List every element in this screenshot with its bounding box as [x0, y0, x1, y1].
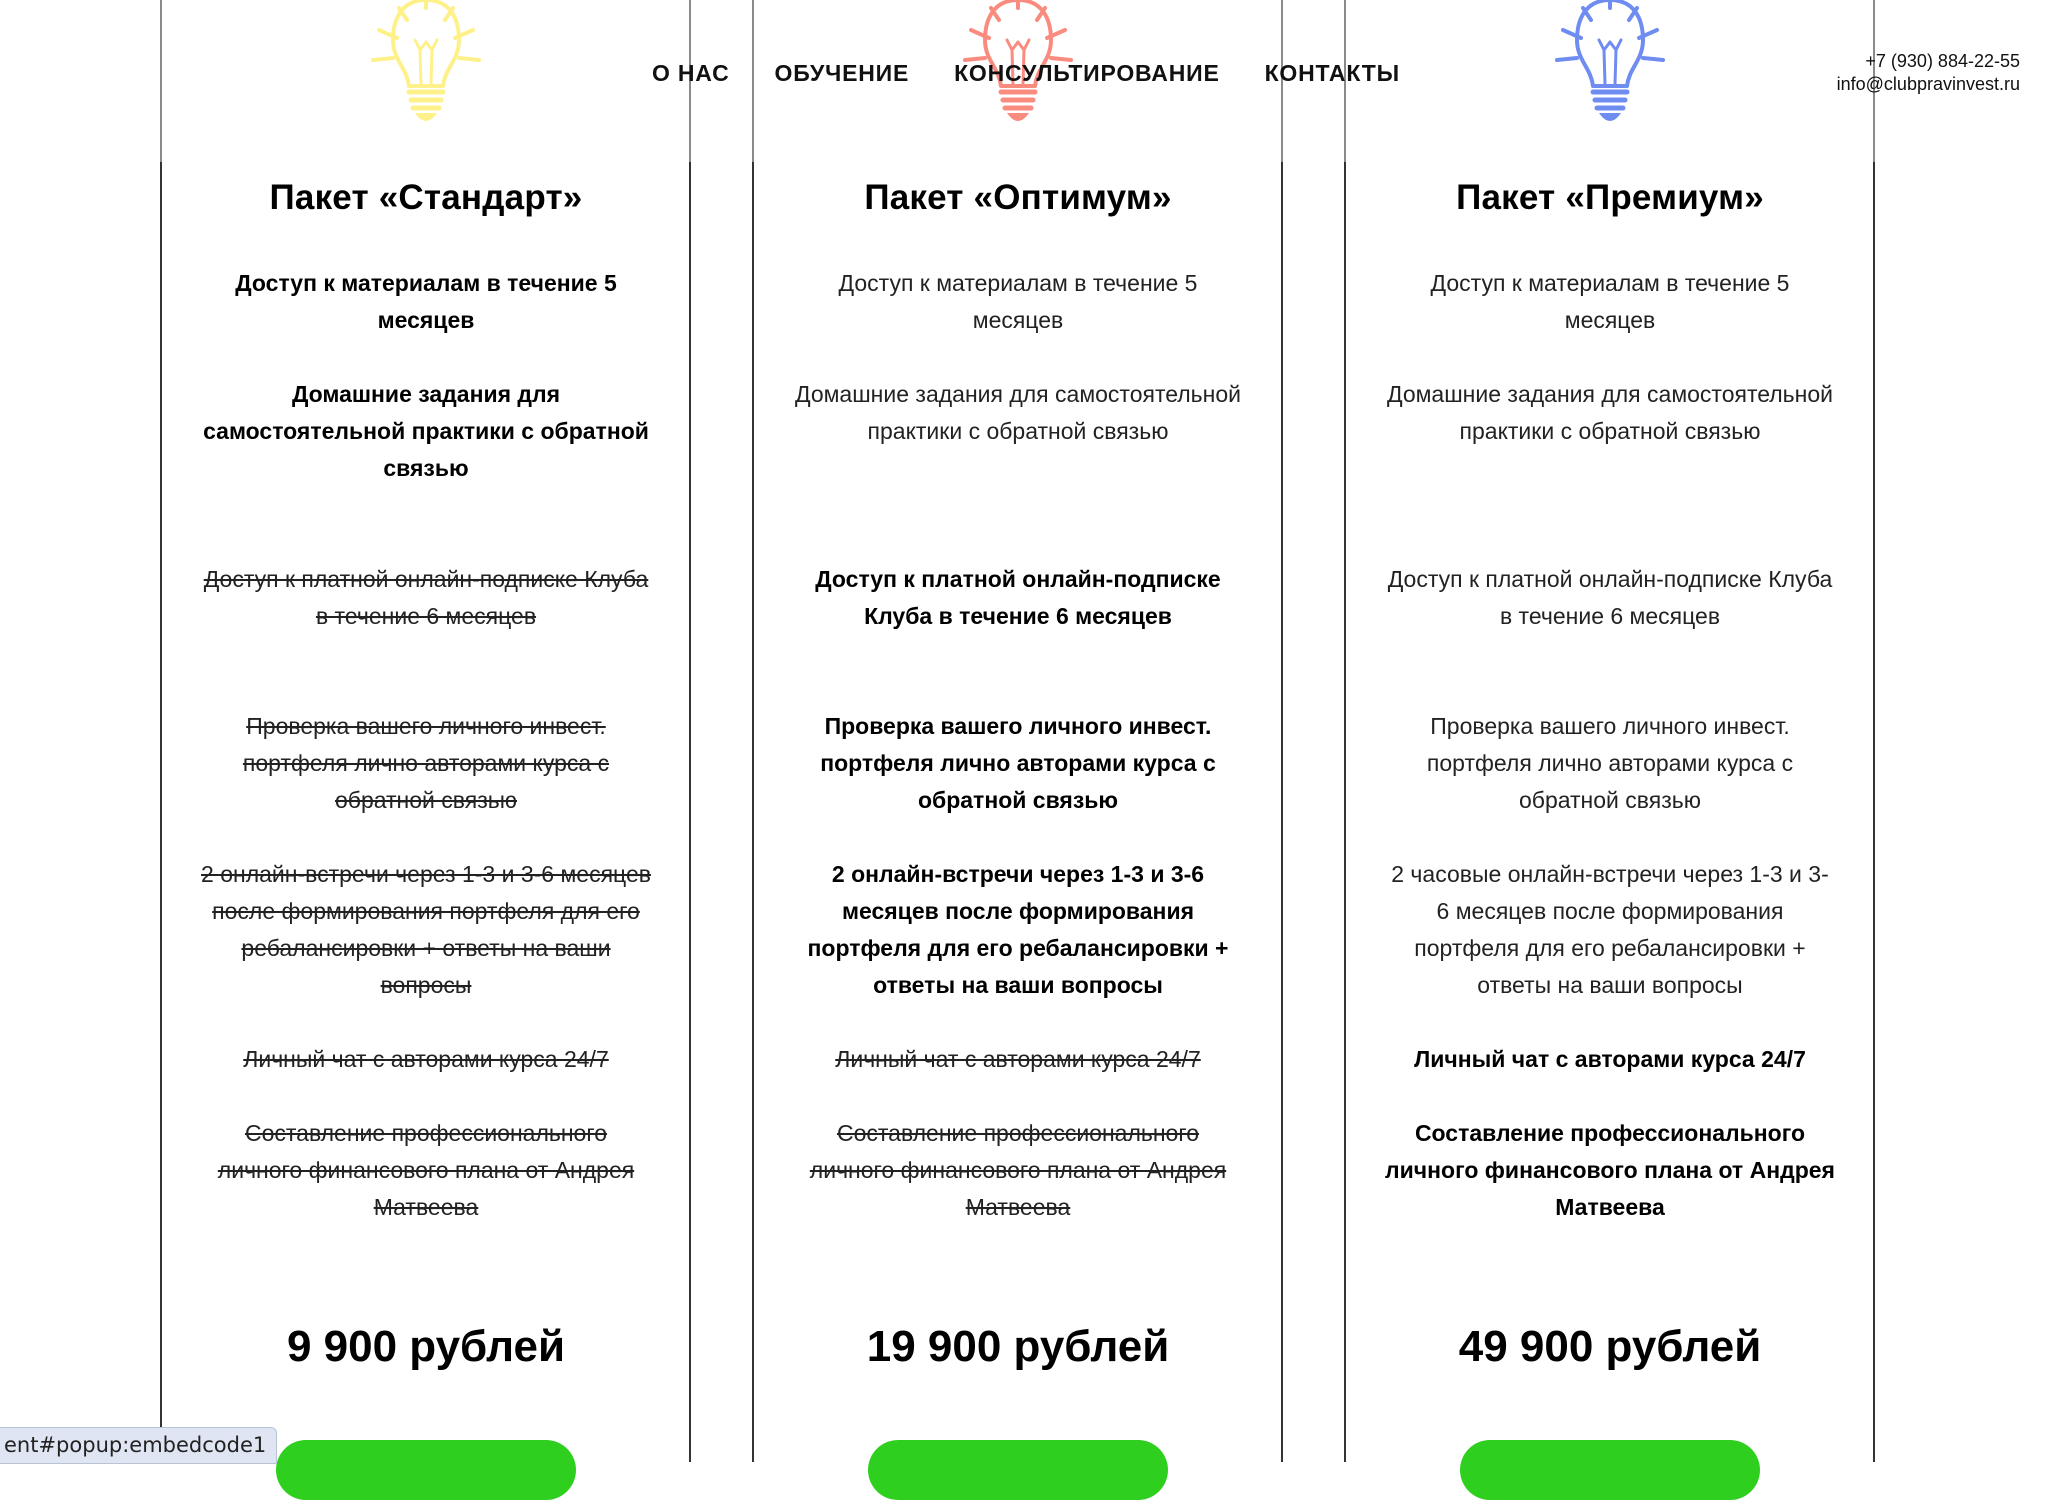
package-feature: 2 онлайн-встречи через 1-3 и 3-6 месяцев после формирования портфеля для его ребалансировки + ответы на ваши вопросы [201, 861, 651, 998]
nav-item-training[interactable]: ОБУЧЕНИЕ [774, 60, 910, 86]
package-price: 9 900 рублей [286, 1322, 566, 1371]
package-feature: Личный чат с авторами курса 24/7 [1414, 1046, 1806, 1072]
package-card-premium [1345, 0, 1875, 1462]
header-contacts [1837, 50, 2020, 96]
phone-link[interactable]: +7 (930) 884-22-55 [1865, 51, 2020, 71]
package-feature: Доступ к материалам в течение 5 месяцев [1430, 270, 1790, 333]
nav-item-consulting[interactable]: КОНСУЛЬТИРОВАНИЕ [954, 60, 1220, 86]
status-bar-url: ent#popup:embedcode1 [0, 1427, 277, 1464]
package-feature: Доступ к платной онлайн-подписке Клуба в течение 6 месяцев [1387, 566, 1833, 629]
email-link[interactable]: info@clubpravinvest.ru [1836, 74, 2020, 94]
package-feature: Домашние задания для самостоятельной практики с обратной связью [203, 381, 649, 481]
buy-button[interactable] [868, 1440, 1168, 1500]
package-feature: Личный чат с авторами курса 24/7 [835, 1046, 1201, 1072]
package-title: Пакет «Стандарт» [269, 178, 583, 217]
package-feature: Доступ к платной онлайн-подписке Клуба в течение 6 месяцев [203, 566, 649, 629]
package-feature: Доступ к материалам в течение 5 месяцев [838, 270, 1198, 333]
lightbulb-icon [359, 0, 493, 128]
package-title: Пакет «Премиум» [1456, 178, 1764, 217]
package-feature: Домашние задания для самостоятельной практики с обратной связью [1386, 381, 1833, 444]
nav-item-about[interactable]: О НАС [652, 60, 730, 86]
main-nav [652, 60, 1400, 90]
package-feature: 2 онлайн-встречи через 1-3 и 3-6 месяцев после формирования портфеля для его ребалансировки + ответы на ваши вопросы [807, 861, 1229, 998]
package-feature: Проверка вашего личного инвест. портфеля лично авторами курса с обратной связью [242, 713, 610, 813]
package-feature: Домашние задания для самостоятельной практики с обратной связью [794, 381, 1241, 444]
package-feature: Личный чат с авторами курса 24/7 [243, 1046, 609, 1072]
package-price: 49 900 рублей [1458, 1322, 1762, 1371]
package-card-standard [161, 0, 691, 1462]
lightbulb-icon [1543, 0, 1677, 128]
package-feature: Составление профессионального личного финансового плана от Андрея Матвеева [809, 1120, 1227, 1220]
package-feature: Проверка вашего личного инвест. портфеля лично авторами курса с обратной связью [1426, 713, 1794, 813]
package-card-optimum [753, 0, 1283, 1462]
buy-button[interactable] [276, 1440, 576, 1500]
nav-item-contacts[interactable]: КОНТАКТЫ [1264, 60, 1400, 86]
buy-button[interactable] [1460, 1440, 1760, 1500]
package-feature: Составление профессионального личного финансового плана от Андрея Матвеева [217, 1120, 635, 1220]
package-feature: Проверка вашего личного инвест. портфеля лично авторами курса с обратной связью [820, 713, 1216, 813]
package-feature: Доступ к платной онлайн-подписке Клуба в течение 6 месяцев [815, 566, 1221, 629]
package-title: Пакет «Оптимум» [864, 178, 1172, 217]
package-feature: Составление профессионального личного финансового плана от Андрея Матвеева [1385, 1120, 1835, 1220]
package-feature: 2 часовые онлайн-встречи через 1-3 и 3-6 месяцев после формирования портфеля для его ребалансировки + ответы на ваши вопросы [1391, 861, 1829, 998]
package-price: 19 900 рублей [866, 1322, 1170, 1371]
package-feature: Доступ к материалам в течение 5 месяцев [235, 270, 617, 333]
